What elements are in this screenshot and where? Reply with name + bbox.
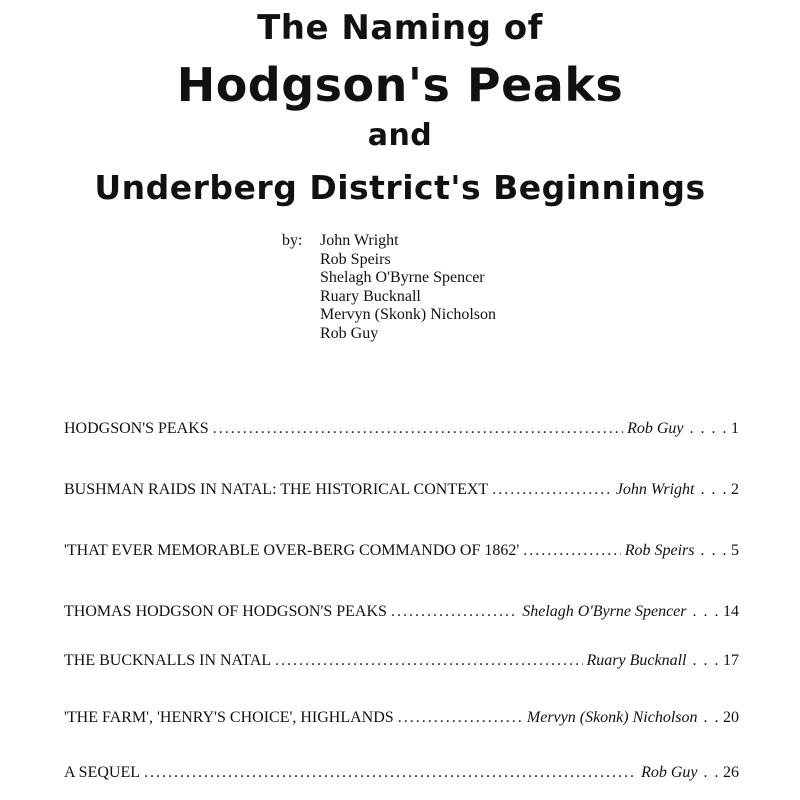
toc-entry <box>64 481 739 505</box>
toc-entry-page: 20 <box>723 709 739 726</box>
toc-entry-author: Rob Speirs <box>624 542 695 559</box>
toc-entry-author: Mervyn (Skonk) Nicholson <box>526 709 698 726</box>
dot-leader: . . . <box>692 652 720 669</box>
toc-entry-author: Rob Guy <box>641 764 698 781</box>
toc-entry <box>64 652 739 676</box>
dot-leader: . . . . <box>689 420 728 437</box>
toc-entry-title: HODGSON'S PEAKS <box>64 420 209 437</box>
toc-entry-author: Shelagh O'Byrne Spencer <box>522 603 687 620</box>
toc-entry <box>64 709 739 733</box>
title-line-1: The Naming of <box>257 8 543 48</box>
toc-entry-page: 1 <box>731 420 739 437</box>
byline-label: by: <box>282 232 303 249</box>
dot-leader <box>523 542 620 560</box>
title-line-3: and <box>367 118 433 153</box>
title-line-4: Underberg District's Beginnings <box>94 168 706 207</box>
toc-entry-title: A SEQUEL <box>64 764 140 781</box>
author-name: Rob Speirs <box>320 250 391 268</box>
dot-leader: . . . <box>700 542 728 559</box>
dot-leader <box>275 652 582 670</box>
toc-entry-title: BUSHMAN RAIDS IN NATAL: THE HISTORICAL CONTEXT <box>64 481 489 498</box>
dot-leader: . . . <box>700 481 728 498</box>
dot-leader: . . . <box>692 603 720 620</box>
toc-entry-title: THOMAS HODGSON OF HODGSON'S PEAKS <box>64 603 387 620</box>
toc-entry-page: 2 <box>731 481 739 498</box>
author-list <box>320 232 496 343</box>
toc-entry <box>64 542 739 566</box>
toc-entry-title: 'THE FARM', 'HENRY'S CHOICE', HIGHLANDS <box>64 709 394 726</box>
author-name: Ruary Bucknall <box>320 287 421 305</box>
toc-entry-author: Rob Guy <box>627 420 684 437</box>
toc-entry <box>64 603 739 627</box>
dot-leader: . . <box>703 764 720 781</box>
dot-leader <box>398 709 523 727</box>
dot-leader <box>213 420 623 438</box>
toc-entry-title: THE BUCKNALLS IN NATAL <box>64 652 272 669</box>
dot-leader: . . <box>703 709 720 726</box>
toc-entry-page: 26 <box>723 764 739 781</box>
author-name: Rob Guy <box>320 324 379 342</box>
dot-leader <box>144 764 637 782</box>
toc-entry <box>64 764 739 788</box>
toc-entry-author: John Wright <box>615 481 695 498</box>
toc-entry-page: 5 <box>731 542 739 559</box>
toc-entry-author: Ruary Bucknall <box>586 652 687 669</box>
author-name: John Wright <box>320 232 399 249</box>
dot-leader <box>391 603 518 621</box>
toc-entry <box>64 420 739 444</box>
author-name: Mervyn (Skonk) Nicholson <box>320 306 496 323</box>
toc-entry-page: 17 <box>723 652 739 669</box>
toc-entry-page: 14 <box>723 603 739 620</box>
author-name: Shelagh O'Byrne Spencer <box>320 269 485 286</box>
toc-entry-title: 'THAT EVER MEMORABLE OVER-BERG COMMANDO OF 1862' <box>64 542 520 559</box>
title-line-2: Hodgson's Peaks <box>176 58 624 112</box>
dot-leader <box>492 481 612 499</box>
